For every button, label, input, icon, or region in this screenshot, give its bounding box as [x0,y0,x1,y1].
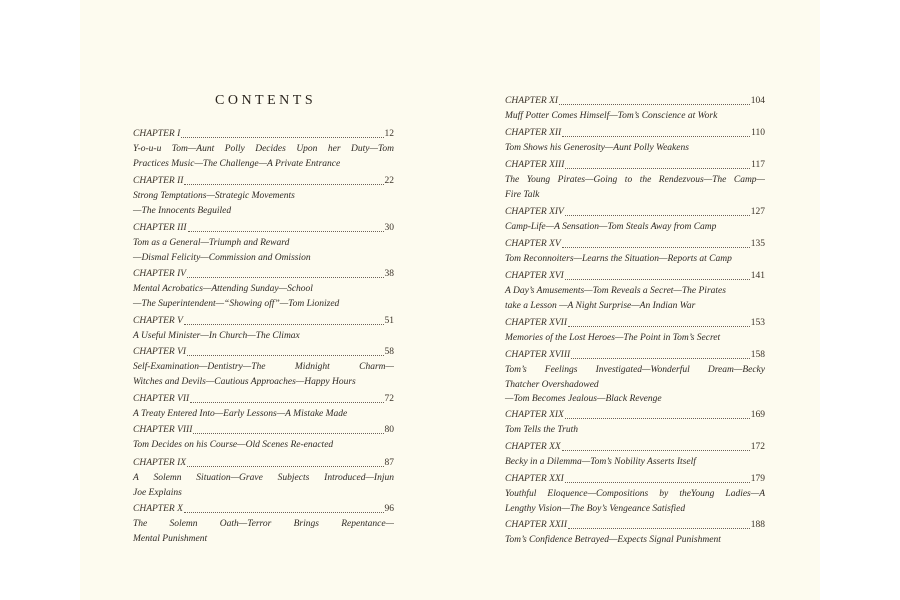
chapter-label: CHAPTER XIII [505,160,565,170]
chapter-heading [133,127,394,141]
page-number: 51 [384,316,394,326]
dot-leader [571,358,750,359]
toc-entry [505,518,765,548]
chapter-summary [133,517,394,546]
dot-leader [187,466,383,467]
summary-line: Practices Music—The Challenge—A Private Entrance [133,158,341,169]
page-number: 135 [750,239,765,249]
chapter-label: CHAPTER XX [505,442,561,452]
summary-line: A Solemn Situation—Grave Subjects Introduced—Injun [133,473,394,483]
toc-entry [133,345,394,389]
toc-entry [505,237,765,267]
page-number: 188 [750,520,765,530]
page-number: 104 [750,96,765,106]
toc-entry [133,456,394,500]
chapter-heading [505,518,765,532]
chapter-label: CHAPTER IV [133,269,187,279]
summary-line: A Day’s Amusements—Tom Reveals a Secret—The Pirates [505,286,726,296]
page-number: 141 [750,271,765,281]
chapter-heading [133,267,394,281]
summary-line: —Dismal Felicity—Commission and Omission [133,252,311,263]
chapter-summary [505,331,765,346]
chapter-label: CHAPTER VIII [133,425,193,435]
dot-leader [187,355,383,356]
dot-leader [562,247,750,248]
page-number: 96 [384,504,394,514]
toc-entry [133,314,394,344]
book-page [80,0,820,600]
summary-line: Tom Shows his Generosity—Aunt Polly Weakens [505,143,689,153]
dot-leader [188,231,384,232]
chapter-label: CHAPTER XV [505,239,561,249]
chapter-heading [505,472,765,486]
page-number: 58 [384,347,394,357]
toc-entry [133,267,394,311]
chapter-summary [505,173,765,202]
summary-line: Thatcher Overshadowed [505,379,599,390]
chapter-label: CHAPTER V [133,316,183,326]
toc-entry [133,392,394,422]
summary-line: A Useful Minister—In Church—The Climax [133,331,300,341]
page-number: 110 [751,128,765,138]
chapter-summary [505,533,765,548]
chapter-summary [133,236,394,265]
summary-line: Lengthy Vision—The Boy’s Vengeance Satisfied [505,503,686,514]
chapter-heading [505,348,765,362]
chapter-heading [133,314,394,328]
chapter-label: CHAPTER VII [133,394,190,404]
dot-leader [184,324,384,325]
summary-line: Muff Potter Comes Himself—Tom’s Conscience at Work [505,111,718,121]
toc-entry [505,94,765,124]
chapter-heading [505,408,765,422]
summary-line: Memories of the Lost Heroes—The Point in Tom’s Secret [505,333,721,343]
page-number: 158 [750,350,765,360]
summary-line: Joe Explains [133,487,182,498]
dot-leader [181,137,383,138]
chapter-heading [505,269,765,283]
chapter-summary [505,284,765,313]
chapter-label: CHAPTER XXII [505,520,568,530]
dot-leader [565,168,750,169]
summary-line: Witches and Devils—Cautious Approaches—Happy Hours [133,376,356,387]
chapter-summary [133,438,394,453]
chapter-label: CHAPTER I [133,129,181,139]
page-number: 30 [384,223,394,233]
chapter-heading [505,237,765,251]
chapter-summary [505,252,765,267]
chapter-summary [505,487,765,516]
summary-line: Tom Tells the Truth [505,425,578,435]
dot-leader [568,528,750,529]
dot-leader [568,326,750,327]
chapter-heading [133,345,394,359]
chapter-label: CHAPTER IX [133,458,187,468]
chapter-label: CHAPTER XIV [505,207,564,217]
page-number: 179 [750,474,765,484]
toc-entry [505,440,765,470]
summary-line: Fire Talk [505,189,540,200]
chapter-summary [133,360,394,389]
chapter-heading [133,221,394,235]
chapter-heading [133,502,394,516]
page-number: 87 [384,458,394,468]
dot-leader [565,418,750,419]
chapter-label: CHAPTER III [133,223,187,233]
dot-leader [559,104,750,105]
chapter-label: CHAPTER XVI [505,271,564,281]
chapter-summary [505,109,765,124]
dot-leader [184,184,383,185]
chapter-label: CHAPTER XVIII [505,350,571,360]
summary-line: Becky in a Dilemma—Tom’s Nobility Asserts Itself [505,457,696,467]
chapter-summary [505,363,765,407]
chapter-label: CHAPTER XII [505,128,562,138]
toc-entry [505,269,765,313]
chapter-heading [133,392,394,406]
chapter-label: CHAPTER XVII [505,318,568,328]
chapter-summary [133,142,394,171]
summary-line: —The Superintendent—“Showing off”—Tom Lionized [133,298,340,309]
dot-leader [562,136,750,137]
toc-entry [505,205,765,235]
summary-line: A Treaty Entered Into—Early Lessons—A Mistake Made [133,409,348,419]
chapter-label: CHAPTER XIX [505,410,564,420]
summary-line: Tom’s Confidence Betrayed—Expects Signal Punishment [505,535,721,545]
dot-leader [187,277,383,278]
toc-entry [505,316,765,346]
chapter-heading [505,440,765,454]
chapter-summary [133,329,394,344]
toc-entry [133,502,394,546]
chapter-heading [505,205,765,219]
summary-line: Tom as a General—Triumph and Reward [133,238,290,248]
chapter-heading [505,158,765,172]
toc-entry [133,423,394,453]
chapter-summary [133,407,394,422]
page-number: 153 [750,318,765,328]
toc-entry [505,408,765,438]
page-number: 169 [750,410,765,420]
chapter-label: CHAPTER XXI [505,474,564,484]
page-number: 22 [384,176,394,186]
summary-line: —The Innocents Beguiled [133,205,232,216]
dot-leader [565,215,750,216]
summary-line: The Young Pirates—Going to the Rendezvous—The Camp— [505,175,765,185]
page-number: 12 [384,129,394,139]
dot-leader [562,450,750,451]
chapter-label: CHAPTER II [133,176,184,186]
page-number: 72 [384,394,394,404]
summary-line: Mental Acrobatics—Attending Sunday—School [133,284,313,294]
summary-line: Youthful Eloquence—Compositions by theYoung Ladies—A [505,489,765,499]
chapter-summary [133,282,394,311]
chapter-summary [505,141,765,156]
toc-entry [505,158,765,202]
chapter-label: CHAPTER VI [133,347,187,357]
summary-line: Tom Reconnoiters—Learns the Situation—Reports at Camp [505,254,732,264]
summary-line: take a Lesson —A Night Surprise—An Indian War [505,300,696,311]
chapter-label: CHAPTER X [133,504,183,514]
toc-entry [133,221,394,265]
summary-line: The Solemn Oath—Terror Brings Repentance— [133,519,394,529]
toc-entry [133,127,394,171]
chapter-heading [133,423,394,437]
chapter-heading [505,94,765,108]
summary-line: Tom Decides on his Course—Old Scenes Re-enacted [133,440,334,450]
dot-leader [184,512,384,513]
chapter-heading [505,316,765,330]
summary-line: Self-Examination—Dentistry—The Midnight Charm— [133,362,394,372]
dot-leader [565,482,750,483]
toc-entry [505,348,765,407]
chapter-heading [133,456,394,470]
page-number: 80 [384,425,394,435]
dot-leader [190,402,383,403]
dot-leader [565,279,750,280]
toc-entry [505,472,765,516]
page-number: 38 [384,269,394,279]
summary-line: Strong Temptations—Strategic Movements [133,191,295,201]
summary-line: Y-o-u-u Tom—Aunt Polly Decides Upon her Duty—Tom [133,144,394,154]
chapter-heading [133,174,394,188]
page-number: 172 [750,442,765,452]
summary-line: Camp-Life—A Sensation—Tom Steals Away from Camp [505,222,717,232]
contents-title: CONTENTS [215,93,317,108]
chapter-heading [505,126,765,140]
chapter-summary [133,189,394,218]
chapter-label: CHAPTER XI [505,96,559,106]
chapter-summary [505,220,765,235]
summary-line: —Tom Becomes Jealous—Black Revenge [505,394,662,404]
chapter-summary [133,471,394,500]
chapter-summary [505,423,765,438]
dot-leader [193,433,383,434]
chapter-summary [505,455,765,470]
summary-line: Mental Punishment [133,533,208,544]
toc-entry [505,126,765,156]
summary-line: Tom’s Feelings Investigated—Wonderful Dream—Becky [505,365,765,375]
toc-entry [133,174,394,218]
page-number: 117 [751,160,765,170]
page-number: 127 [750,207,765,217]
